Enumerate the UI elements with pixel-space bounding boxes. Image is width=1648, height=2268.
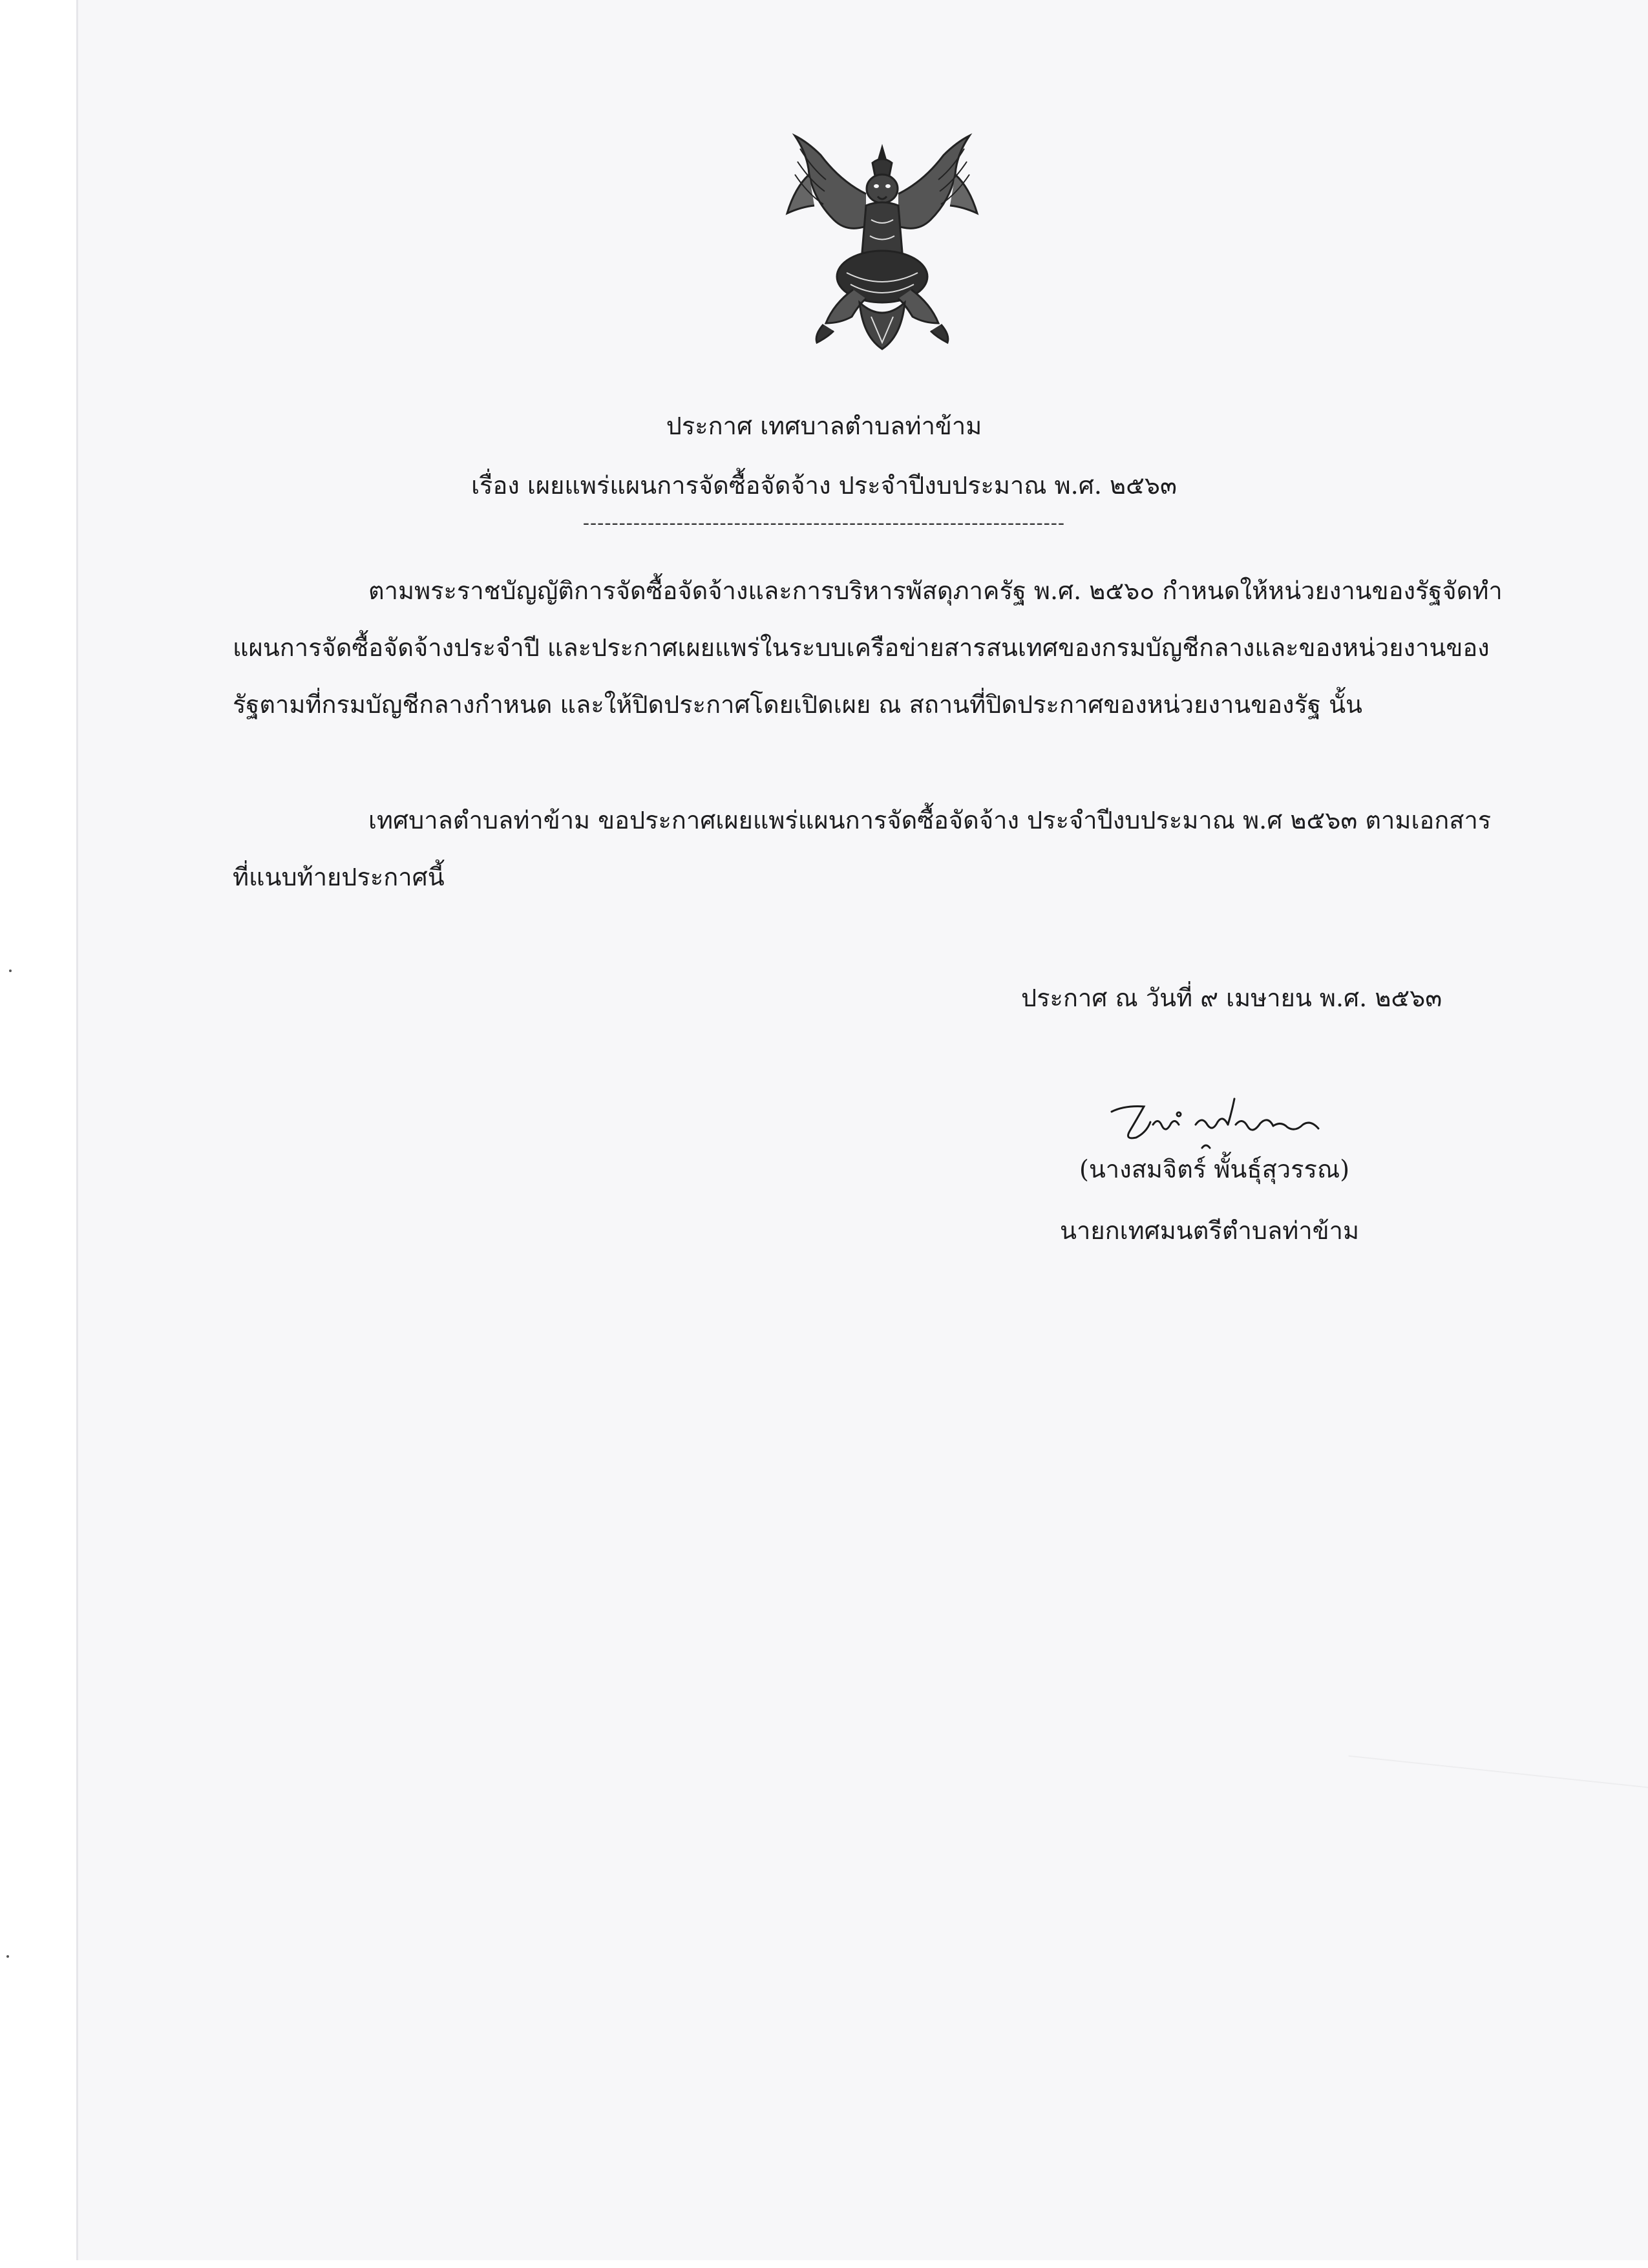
scan-bottom-margin [0, 2260, 1648, 2268]
scan-left-margin [0, 0, 78, 2268]
announcement-date: ประกาศ ณ วันที่ ๙ เมษายน พ.ศ. ๒๕๖๓ [1021, 984, 1442, 1012]
document-title: ประกาศ เทศบาลตำบลท่าข้าม [666, 412, 982, 440]
paper-crease [1342, 1755, 1648, 1853]
body-paragraph-1: ตามพระราชบัญญัติการจัดซื้อจัดจ้างและการบริหารพัสดุภาครัฐ พ.ศ. ๒๕๖๐ กำหนดให้หน่วยงานของรัฐจัดทำแผนการจัดซื้อจัดจ้างประจำปี และประกาศเผยแพร่ในระบบเครือข่ายสารสนเทศของกรมบัญชีกลางและของหน่วยงานของรัฐตามที่กรมบัญชีกลางกำหนด และให้ปิดประกาศโดยเปิดเผย ณ สถานที่ปิดประกาศของหน่วยงานของรัฐ นั้น [233, 577, 1503, 719]
scan-speck [6, 1955, 9, 1958]
garuda-emblem-icon [769, 129, 995, 368]
signatory-name: (นางสมจิตร์ พั้นธุ์สุวรรณ) [1079, 1155, 1350, 1183]
handwritten-signature-icon [1099, 1086, 1370, 1157]
subject-divider: ------------------------------------------------------------------- [582, 512, 1066, 535]
document-subject: เรื่อง เผยแพร่แผนการจัดซื้อจัดจ้าง ประจำปีงบประมาณ พ.ศ. ๒๕๖๓ [471, 471, 1177, 500]
signatory-position: นายกเทศมนตรีตำบลท่าข้าม [1060, 1216, 1360, 1245]
scan-speck [9, 970, 12, 972]
body-paragraph-2: เทศบาลตำบลท่าข้าม ขอประกาศเผยแพร่แผนการจัดซื้อจัดจ้าง ประจำปีงบประมาณ พ.ศ ๒๕๖๓ ตามเอกสารที่แนบท้ายประกาศนี้ [233, 806, 1492, 891]
